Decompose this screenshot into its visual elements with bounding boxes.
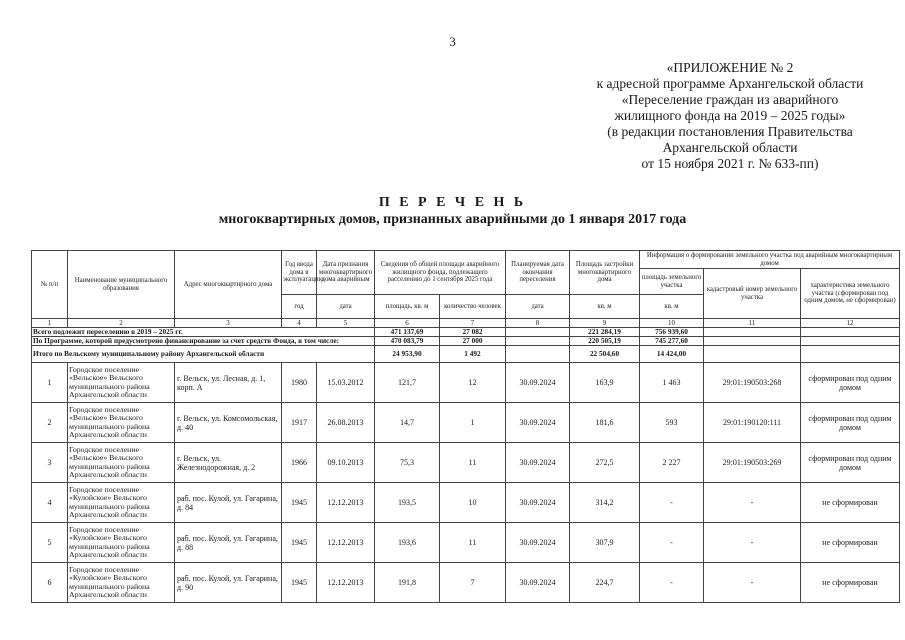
district-total-row: [32, 346, 900, 363]
summary-label: Всего подлежит переселению в 2019 – 2025 гг.: [32, 328, 375, 337]
row-municipality: Городское поселение «Вельское» Вельского муниципального района Архангельской области: [68, 403, 175, 443]
row-built-area: 307,9: [570, 523, 640, 563]
row-plan-date: 30.09.2024: [506, 443, 570, 483]
col-number: 11: [704, 319, 801, 328]
row-plan-date: 30.09.2024: [506, 523, 570, 563]
table-row: [32, 403, 900, 443]
row-municipality: Городское поселение «Вельское» Вельского муниципального района Архангельской области: [68, 443, 175, 483]
row-year: 1945: [282, 563, 317, 603]
row-date: 12.12.2013: [317, 523, 375, 563]
row-plan-date: 30.09.2024: [506, 363, 570, 403]
row-land-area: 593: [640, 403, 704, 443]
row-address: г. Вельск, ул. Железнодорожная, д. 2: [175, 443, 282, 483]
row-number: 4: [32, 483, 68, 523]
row-land-area: 2 227: [640, 443, 704, 483]
row-land-area: -: [640, 563, 704, 603]
subheader-plan: дата: [506, 295, 570, 319]
district-label: Итого по Вельскому муниципальному району Архангельской области: [32, 346, 375, 363]
row-land-area: -: [640, 483, 704, 523]
row-land-char: не сформирован: [801, 563, 900, 603]
row-cadastral: -: [704, 523, 801, 563]
row-year: 1980: [282, 363, 317, 403]
row-year: 1945: [282, 523, 317, 563]
row-land-char: сформирован под одним домом: [801, 363, 900, 403]
table-row: [32, 363, 900, 403]
row-area: 193,5: [375, 483, 440, 523]
header-land-area: площадь земельного участка: [640, 269, 704, 295]
appendix-line: «ПРИЛОЖЕНИЕ № 2: [666, 60, 794, 75]
row-year: 1945: [282, 483, 317, 523]
appendix-line: Архангельской области: [662, 140, 798, 155]
row-number: 1: [32, 363, 68, 403]
row-date: 26.08.2013: [317, 403, 375, 443]
subheader-date: дата: [317, 295, 375, 319]
district-land: 14 424,00: [640, 346, 704, 363]
subheader-built: кв. м: [570, 295, 640, 319]
row-area: 75,3: [375, 443, 440, 483]
row-date: 12.12.2013: [317, 563, 375, 603]
table-row: [32, 443, 900, 483]
row-land-char: не сформирован: [801, 483, 900, 523]
row-people: 7: [440, 563, 506, 603]
col-number: 7: [440, 319, 506, 328]
row-cadastral: -: [704, 483, 801, 523]
document-subtitle: многоквартирных домов, признанных аварийными до 1 января 2017 года: [218, 212, 687, 227]
row-people: 10: [440, 483, 506, 523]
header-cadastral: кадастровый номер земельного участка: [704, 269, 801, 319]
col-number: 12: [801, 319, 900, 328]
summary-built: 221 284,19: [570, 328, 640, 337]
summary-label: По Программе, которой предусмотрено финансирование за счет средств Фонда, в том числе:: [32, 337, 375, 346]
row-plan-date: 30.09.2024: [506, 563, 570, 603]
summary-people: 27 000: [440, 337, 506, 346]
summary-people: 27 082: [440, 328, 506, 337]
col-number: 4: [282, 319, 317, 328]
row-land-area: 1 463: [640, 363, 704, 403]
header-num: № п/п: [32, 251, 68, 319]
header-plan: Планируемая дата окончания переселения: [506, 251, 570, 295]
header-land-char: характеристика земельного участка (сформирован под одним домом, не сформирован): [801, 269, 900, 319]
col-number: 2: [68, 319, 175, 328]
row-built-area: 224,7: [570, 563, 640, 603]
row-municipality: Городское поселение «Кулойское» Вельского муниципального района Архангельской области: [68, 523, 175, 563]
header-address: Адрес многоквартирного дома: [175, 251, 282, 319]
row-cadastral: 29:01:190503:269: [704, 443, 801, 483]
appendix-block: [560, 60, 900, 172]
row-area: 14,7: [375, 403, 440, 443]
row-land-char: сформирован под одним домом: [801, 403, 900, 443]
header-year: Год ввода дома в эксплуатацию: [282, 251, 317, 295]
buildings-table: [31, 250, 900, 603]
row-date: 15.03.2012: [317, 363, 375, 403]
row-date: 09.10.2013: [317, 443, 375, 483]
col-number: 6: [375, 319, 440, 328]
table-row: [32, 563, 900, 603]
row-address: раб. пос. Кулой, ул. Гагарина, д. 84: [175, 483, 282, 523]
row-land-char: не сформирован: [801, 523, 900, 563]
row-cadastral: 29:01:190120:111: [704, 403, 801, 443]
row-people: 11: [440, 443, 506, 483]
summary-area: 471 137,69: [375, 328, 440, 337]
row-cadastral: -: [704, 563, 801, 603]
subheader-land: кв. м: [640, 295, 704, 319]
col-number: 10: [640, 319, 704, 328]
header-built: Площадь застройки многоквартирного дома: [570, 251, 640, 295]
district-people: 1 492: [440, 346, 506, 363]
row-address: г. Вельск, ул. Комсомольская, д. 40: [175, 403, 282, 443]
row-people: 12: [440, 363, 506, 403]
subheader-people: количество человек: [440, 295, 506, 319]
row-built-area: 314,2: [570, 483, 640, 523]
header-resettle: Сведения об общей площади аварийного жилищного фонда, подлежащего расселению до 1 сентября 2025 года: [375, 251, 506, 295]
row-built-area: 181,6: [570, 403, 640, 443]
summary-area: 470 083,79: [375, 337, 440, 346]
summary-land: 756 939,60: [640, 328, 704, 337]
row-land-char: сформирован под одним домом: [801, 443, 900, 483]
header-land-info: Информация о формировании земельного участка под аварийным многоквартирным домом: [640, 251, 900, 269]
row-number: 6: [32, 563, 68, 603]
row-plan-date: 30.09.2024: [506, 483, 570, 523]
row-address: раб. пос. Кулой, ул. Гагарина, д. 90: [175, 563, 282, 603]
row-people: 11: [440, 523, 506, 563]
row-plan-date: 30.09.2024: [506, 403, 570, 443]
appendix-line: (в редакции постановления Правительства: [607, 124, 853, 139]
summary-land: 745 277,60: [640, 337, 704, 346]
row-year: 1917: [282, 403, 317, 443]
appendix-line: «Переселение граждан из аварийного: [621, 92, 839, 107]
row-land-area: -: [640, 523, 704, 563]
col-number: 8: [506, 319, 570, 328]
row-area: 193,6: [375, 523, 440, 563]
appendix-line: от 15 ноября 2021 г. № 633-пп): [641, 156, 819, 171]
district-built: 22 504,60: [570, 346, 640, 363]
row-number: 2: [32, 403, 68, 443]
header-date: Дата признания многоквартирного дома аварийным: [317, 251, 375, 295]
col-number: 5: [317, 319, 375, 328]
row-year: 1966: [282, 443, 317, 483]
col-number: 1: [32, 319, 68, 328]
row-built-area: 272,5: [570, 443, 640, 483]
row-address: раб. пос. Кулой, ул. Гагарина, д. 88: [175, 523, 282, 563]
summary-built: 220 505,19: [570, 337, 640, 346]
col-number: 9: [570, 319, 640, 328]
row-number: 5: [32, 523, 68, 563]
row-people: 1: [440, 403, 506, 443]
summary-row-program: [32, 337, 900, 346]
row-address: г. Вельск, ул. Лесная, д. 1, корп. А: [175, 363, 282, 403]
subheader-area: площадь, кв. м: [375, 295, 440, 319]
row-cadastral: 29:01:190503:268: [704, 363, 801, 403]
appendix-line: жилищного фонда на 2019 – 2025 годы»: [614, 108, 846, 123]
row-area: 121,7: [375, 363, 440, 403]
appendix-line: к адресной программе Архангельской области: [596, 76, 864, 91]
row-built-area: 163,9: [570, 363, 640, 403]
row-area: 191,8: [375, 563, 440, 603]
header-mo: Наименование муниципального образования: [68, 251, 175, 319]
district-area: 24 953,90: [375, 346, 440, 363]
document-title: П Е Р Е Ч Е Н Ь: [378, 195, 527, 210]
row-municipality: Городское поселение «Кулойское» Вельского муниципального района Архангельской области: [68, 483, 175, 523]
page-number: 3: [449, 34, 456, 49]
table-row: [32, 483, 900, 523]
table-row: [32, 523, 900, 563]
col-number: 3: [175, 319, 282, 328]
subheader-year: год: [282, 295, 317, 319]
row-municipality: Городское поселение «Вельское» Вельского муниципального района Архангельской области: [68, 363, 175, 403]
row-number: 3: [32, 443, 68, 483]
row-date: 12.12.2013: [317, 483, 375, 523]
row-municipality: Городское поселение «Кулойское» Вельского муниципального района Архангельской области: [68, 563, 175, 603]
